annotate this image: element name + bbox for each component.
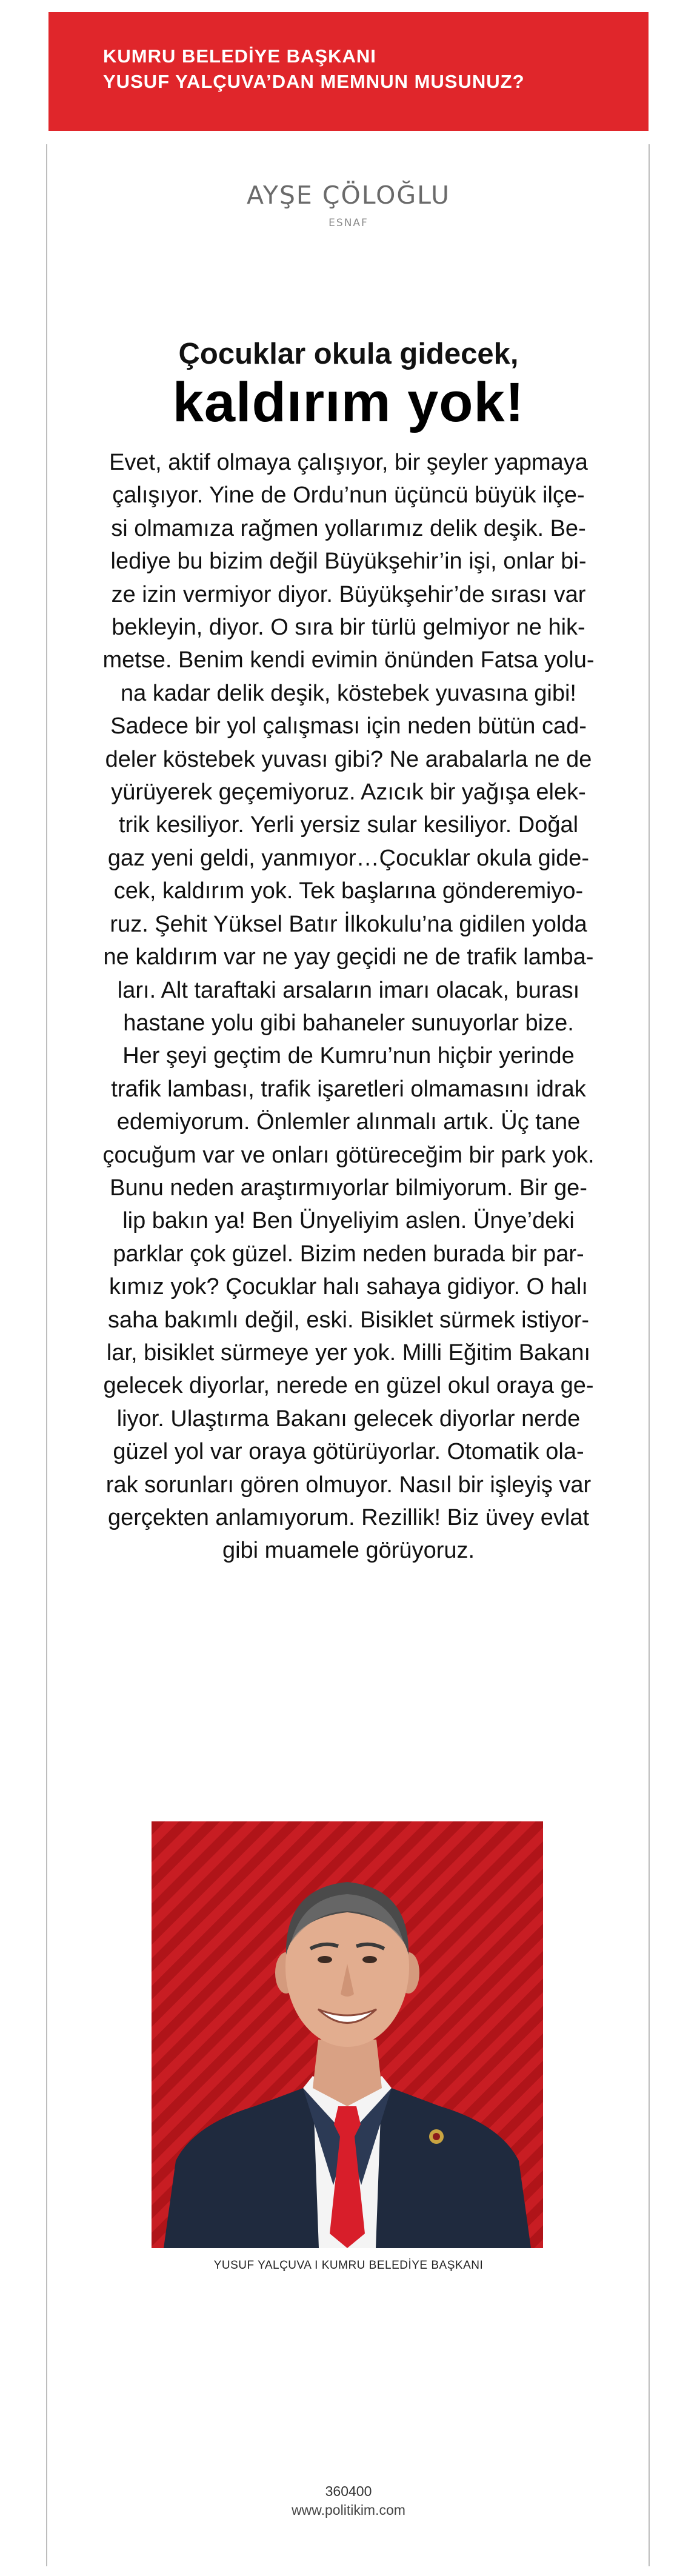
footer-code: 360400 [325, 2483, 372, 2499]
right-border-rule [649, 144, 650, 2566]
banner-line-1: KUMRU BELEDİYE BAŞKANI [103, 45, 376, 67]
author-role: ESNAF [328, 217, 369, 229]
article-line: Sadece bir yol çalışması için neden bütün cad- [110, 713, 587, 739]
article-line: güzel yol var oraya götürüyorlar. Otomatik ola- [113, 1439, 584, 1465]
author-name: AYŞE ÇÖLOĞLU [246, 181, 450, 210]
article-line: gaz yeni geldi, yanmıyor…Çocuklar okula gide- [107, 845, 590, 871]
article-line: çalışıyor. Yine de Ordu’nun üçüncü büyük ilçe- [112, 482, 585, 509]
article-line: yürüyerek geçemiyoruz. Azıcık bir yağışa elek- [111, 779, 586, 806]
article-line: saha bakımlı değil, eski. Bisiklet sürmek istiyor- [107, 1307, 590, 1333]
article-line: ne kaldırım var ne yay geçidi ne de trafik lamba- [103, 944, 594, 970]
article-line: lar, bisiklet sürmeye yer yok. Milli Eğitim Bakanı [106, 1340, 591, 1366]
article-line: Her şeyi geçtim de Kumru’nun hiçbir yerinde [122, 1043, 575, 1069]
article-line: gelecek diyorlar, nerede en güzel okul oraya ge- [103, 1373, 594, 1399]
article-line: hastane yolu gibi bahaneler sunuyorlar bize. [123, 1010, 574, 1036]
article-line: edemiyorum. Önlemler alınmalı artık. Üç tane [116, 1109, 581, 1135]
article-line: gerçekten anlamıyorum. Rezillik! Biz üvey evlat [107, 1505, 590, 1530]
portrait-illustration [152, 1821, 543, 2248]
article-line: ları. Alt taraftaki arsaların imarı olacak, burası [117, 977, 580, 1003]
article-subheadline: Çocuklar okula gidecek, [178, 338, 519, 370]
article-line: si olmamıza rağmen yollarımız delik deşik. Be- [111, 515, 586, 541]
article-line: ze izin vermiyor diyor. Büyükşehir’de sırası var [111, 581, 586, 607]
article-line: trik kesiliyor. Yerli yersiz sular kesiliyor. Doğal [118, 812, 579, 838]
article-line: kımız yok? Çocuklar halı sahaya gidiyor. O halı [109, 1274, 588, 1300]
left-border-rule [46, 144, 47, 2566]
article-headline: kaldırım yok! [172, 372, 525, 433]
article-line: parklar çok güzel. Bizim neden burada bir par- [113, 1241, 584, 1267]
article-line: Evet, aktif olmaya çalışıyor, bir şeyler yapmaya [109, 450, 588, 475]
header-banner [48, 12, 649, 131]
article-line: gibi muamele görüyoruz. [222, 1538, 475, 1564]
article-line: liyor. Ulaştırma Bakanı gelecek diyorlar nerde [116, 1406, 581, 1432]
article-line: lediye bu bizim değil Büyükşehir’in işi, onlar bi- [110, 549, 587, 575]
footer-url: www.politikim.com [292, 2502, 405, 2518]
banner-line-2: YUSUF YALÇUVA’DAN MEMNUN MUSUNUZ? [103, 71, 525, 92]
article-line: trafik lambası, trafik işaretleri olmamasını idrak [111, 1076, 586, 1102]
photo-caption: YUSUF YALÇUVA I KUMRU BELEDİYE BAŞKANI [213, 2259, 484, 2272]
portrait-photo [152, 1821, 543, 2248]
article-line: cek, kaldırım yok. Tek başlarına gönderemiyo- [113, 878, 584, 904]
article-line: bekleyin, diyor. O sıra bir türlü gelmiyor ne hik- [112, 615, 585, 641]
article-line: Bunu neden araştırmıyorlar bilmiyorum. Bir ge- [110, 1175, 587, 1201]
article-line: çocuğum var ve onları götüreceğim bir park yok. [102, 1142, 595, 1168]
article-line: rak sorunları gören olmuyor. Nasıl bir işleyiş var [105, 1472, 592, 1498]
article-line: lip bakın ya! Ben Ünyeliyim aslen. Ünye’deki [122, 1208, 575, 1234]
article-line: deler köstebek yuvası gibi? Ne arabalarla ne de [105, 746, 592, 772]
article-line: ruz. Şehit Yüksel Batır İlkokulu’na gidilen yolda [110, 911, 587, 937]
article-body [97, 446, 600, 1567]
article-line: metse. Benim kendi evimin önünden Fatsa yolu- [102, 647, 595, 673]
article-line: na kadar delik deşik, köstebek yuvasına gibi! [121, 680, 576, 706]
